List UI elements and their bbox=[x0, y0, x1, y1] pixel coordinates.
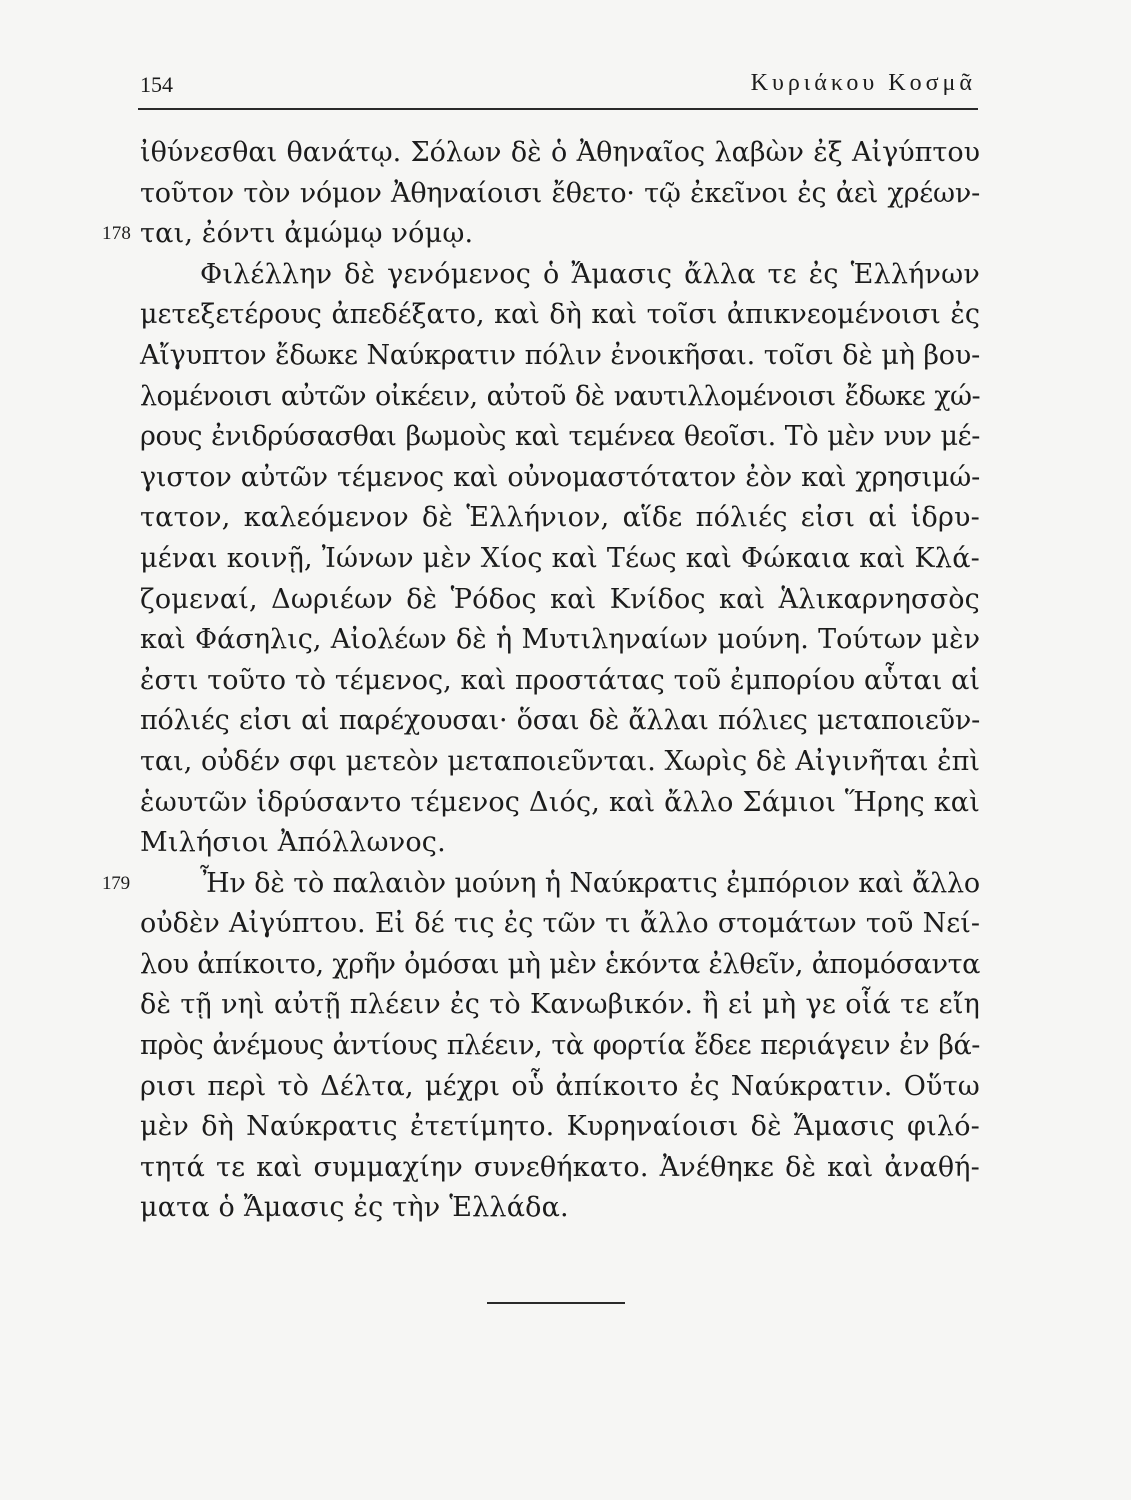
line-text: μετεξετέρους ἀπεδέξατο, καὶ δὴ καὶ τοῖσι ἀπικνεομένοισι ἐς bbox=[140, 299, 980, 331]
text-line bbox=[140, 133, 980, 174]
text-line bbox=[140, 336, 980, 377]
line-text: καὶ Φάσηλις, Αἰολέων δὲ ἡ Μυτιληναίων μούνη. Τούτων μὲν bbox=[140, 624, 980, 656]
line-text: ται, ἐόντι ἀμώμῳ νόμῳ. bbox=[140, 218, 474, 250]
line-text: ται, οὐδέν σφι μετεὸν μεταποιεῦνται. Χωρὶς δὲ Αἰγινῆται ἐπὶ bbox=[140, 745, 980, 777]
running-title: Κυριάκου Κοσμᾶ bbox=[750, 70, 976, 96]
line-text: τοῦτον τὸν νόμον Ἀθηναίοισι ἔθετο· τῷ ἐκεῖνοι ἐς ἀεὶ χρέων- bbox=[140, 177, 980, 209]
line-text: ἐστι τοῦτο τὸ τέμενος, καὶ προστάτας τοῦ ἐμπορίου αὗται αἱ bbox=[140, 664, 980, 696]
line-text: πόλιές εἰσι αἱ παρέχουσαι· ὅσαι δὲ ἄλλαι πόλιες μεταποιεῦν- bbox=[140, 705, 980, 737]
line-text: μὲν δὴ Ναύκρατις ἐτετίμητο. Κυρηναίοισι δὲ Ἄμασις φιλό- bbox=[140, 1111, 980, 1143]
text-line bbox=[140, 580, 980, 621]
text-line bbox=[140, 661, 980, 702]
section-end-rule bbox=[487, 1302, 625, 1304]
line-text: ματα ὁ Ἄμασις ἐς τὴν Ἑλλάδα. bbox=[140, 1192, 569, 1224]
line-text: τητά τε καὶ συμμαχίην συνεθήκατο. Ἀνέθηκε δὲ καὶ ἀναθή- bbox=[140, 1151, 980, 1183]
line-text: ἑωυτῶν ἱδρύσαντο τέμενος Διός, καὶ ἄλλο Σάμιοι Ἥρης καὶ bbox=[140, 786, 980, 818]
line-text: πρὸς ἀνέμους ἀντίους πλέειν, τὰ φορτία ἔδεε περιάγειν ἐν βά- bbox=[140, 1030, 980, 1062]
text-line bbox=[140, 539, 980, 580]
text-line bbox=[140, 1107, 980, 1148]
line-text: οὐδὲν Αἰγύπτου. Εἰ δέ τις ἐς τῶν τι ἄλλο στομάτων τοῦ Νεί- bbox=[140, 908, 980, 940]
text-line bbox=[140, 1067, 980, 1108]
line-text: Φιλέλλην δὲ γενόμενος ὁ Ἄμασις ἄλλα τε ἐς Ἑλλήνων bbox=[200, 258, 980, 290]
page-number: 154 bbox=[140, 72, 173, 97]
text-line bbox=[140, 417, 980, 458]
line-text: ἰθύνεσθαι θανάτῳ. Σόλων δὲ ὁ Ἀθηναῖος λαβὼν ἐξ Αἰγύπτου bbox=[140, 137, 980, 168]
text-line bbox=[140, 255, 980, 296]
line-text: ρισι περὶ τὸ Δέλτα, μέχρι οὗ ἀπίκοιτο ἐς Ναύκρατιν. Οὕτω bbox=[140, 1070, 980, 1102]
text-line bbox=[140, 295, 980, 336]
text-line bbox=[102, 864, 980, 905]
line-text: λομένοισι αὐτῶν οἰκέειν, αὐτοῦ δὲ ναυτιλλομένοισι ἔδωκε χώ- bbox=[140, 380, 980, 412]
line-text: Αἴγυπτον ἔδωκε Ναύκρατιν πόλιν ἐνοικῆσαι. τοῖσι δὲ μὴ βου- bbox=[140, 339, 980, 371]
text-line bbox=[140, 904, 980, 945]
line-text: μέναι κοινῇ, Ἰώνων μὲν Χίος καὶ Τέως καὶ Φώκαια καὶ Κλά- bbox=[140, 542, 980, 574]
text-line bbox=[140, 377, 980, 418]
text-line bbox=[140, 783, 980, 824]
line-text: Μιλήσιοι Ἀπόλλωνος. bbox=[140, 827, 446, 859]
text-line bbox=[102, 214, 980, 255]
text-line bbox=[140, 498, 980, 539]
header-rule bbox=[138, 108, 978, 110]
line-text: ρους ἐνιδρύσασθαι βωμοὺς καὶ τεμένεα θεοῖσι. Τὸ μὲν νυν μέ- bbox=[140, 421, 980, 453]
text-line bbox=[140, 458, 980, 499]
text-line bbox=[140, 1188, 980, 1229]
line-text: Ἦν δὲ τὸ παλαιὸν μούνη ἡ Ναύκρατις ἐμπόριον καὶ ἄλλο bbox=[200, 867, 980, 899]
text-line bbox=[140, 620, 980, 661]
section-number: 179 bbox=[102, 872, 130, 894]
text-line bbox=[140, 1026, 980, 1067]
text-line bbox=[140, 985, 980, 1026]
line-text: λου ἀπίκοιτο, χρῆν ὀμόσαι μὴ μὲν ἑκόντα ἐλθεῖν, ἀπομόσαντα bbox=[140, 948, 980, 980]
text-line bbox=[140, 823, 980, 864]
text-line bbox=[140, 1148, 980, 1189]
line-text: δὲ τῇ νηὶ αὐτῇ πλέειν ἐς τὸ Κανωβικόν. ἢ εἰ μὴ γε οἷά τε εἴη bbox=[140, 989, 980, 1021]
main-text bbox=[102, 133, 980, 1229]
text-line bbox=[140, 174, 980, 215]
text-line bbox=[140, 742, 980, 783]
text-line bbox=[140, 945, 980, 986]
line-text: γιστον αὐτῶν τέμενος καὶ οὐνομαστότατον ἐὸν καὶ χρησιμώ- bbox=[140, 461, 980, 493]
section-number: 178 bbox=[102, 223, 132, 245]
text-line bbox=[140, 701, 980, 742]
line-text: ζομεναί, Δωριέων δὲ Ῥόδος καὶ Κνίδος καὶ Ἁλικαρνησσὸς bbox=[140, 583, 980, 615]
line-text: τατον, καλεόμενον δὲ Ἑλλήνιον, αἵδε πόλιές εἰσι αἱ ἱδρυ- bbox=[140, 502, 980, 534]
